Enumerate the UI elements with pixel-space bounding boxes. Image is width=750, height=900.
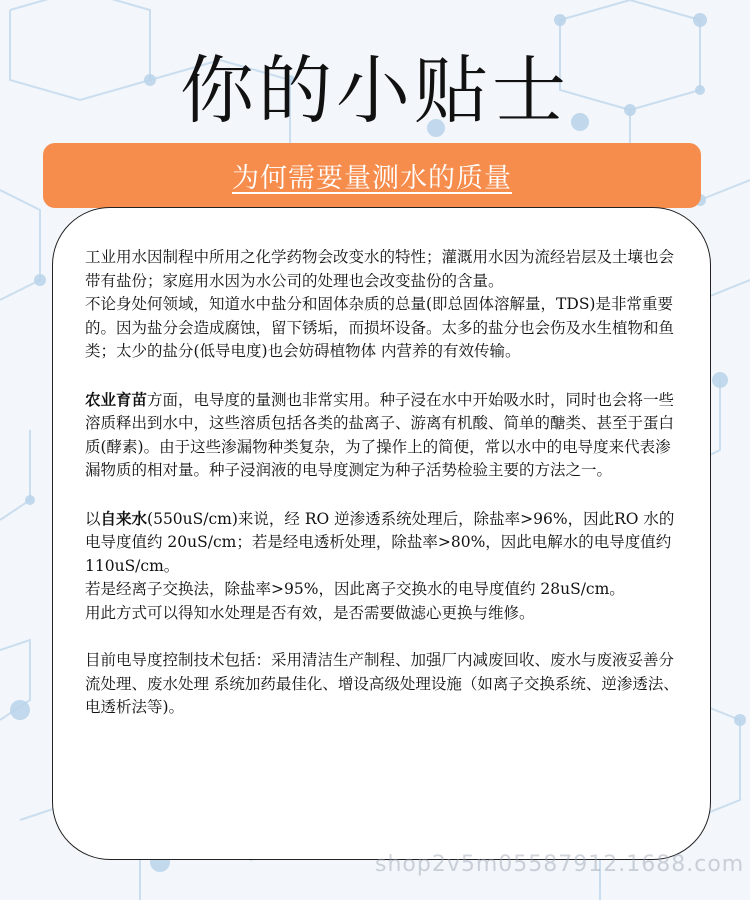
article-body xyxy=(85,246,685,720)
paragraph-maintenance: 用此方式可以得知水处理是否有效，是否需要做滤心更换与维修。 xyxy=(85,603,535,622)
paragraph-agriculture xyxy=(85,388,685,483)
shop-watermark: shop2v5m05587912.1688.com xyxy=(375,852,745,877)
paragraph-industrial-water: 工业用水因制程中所用之化学药物会改变水的特性；灌溉用水因为流经岩层及土壤也会带有盐份；家庭用水因为水公司的处理也会改变盐份的含量。 xyxy=(85,248,675,290)
banner-heading: 为何需要量测水的质量 xyxy=(232,163,512,194)
tap-water-text: (550uS/cm)来说，经 RO 逆渗透系统处理后，除盐率>96%，因此RO 水的电导度值约 20uS/cm；若是经电透析处理，除盐率>80%，因此电解水的电导度值约 110uS/cm。 xyxy=(85,509,675,575)
tap-water-keyword: 自来水 xyxy=(100,508,148,528)
paragraph-ion-exchange: 若是经离子交换法，除盐率>95%，因此离子交换水的电导度值约 28uS/cm。 xyxy=(85,580,625,599)
paragraph-control-technology: 目前电导度控制技术包括：采用清洁生产制程、加强厂内减废回收、废水与废液妥善分流处理、废水处理 系统加药最佳化、增设高级处理设施（如离子交换系统、逆渗透法、电透析法等)。 xyxy=(85,651,679,717)
page-title: 你的小贴士 xyxy=(180,48,570,134)
section-banner xyxy=(43,143,701,208)
paragraph-tds-importance: 不论身处何领域，知道水中盐分和固体杂质的总量(即总固体溶解量，TDS)是非常重要的。因为盐分会造成腐蚀，留下锈垢，而损坏设备。太多的盐分也会伤及水生植物和鱼类；太少的盐分(低导电度)也会妨碍植物体 内营养的有效传输。 xyxy=(85,295,675,361)
tap-water-prefix: 以 xyxy=(85,509,101,528)
agriculture-text: 方面，电导度的量测也非常实用。种子浸在水中开始吸水时，同时也会将一些溶质释出到水中，这些溶质包括各类的盐离子、游离有机酸、简单的醣类、甚至于蛋白质(酵素)。由于这些渗漏物种类复杂，为了操作上的简便，常以水中的电导度来代表渗漏物质的相对量。种子浸润液的电导度测定为种子活势检验主要的方法之一。 xyxy=(85,390,675,480)
paragraph-tap-water xyxy=(85,507,685,579)
agriculture-keyword: 农业育苗 xyxy=(85,389,148,409)
